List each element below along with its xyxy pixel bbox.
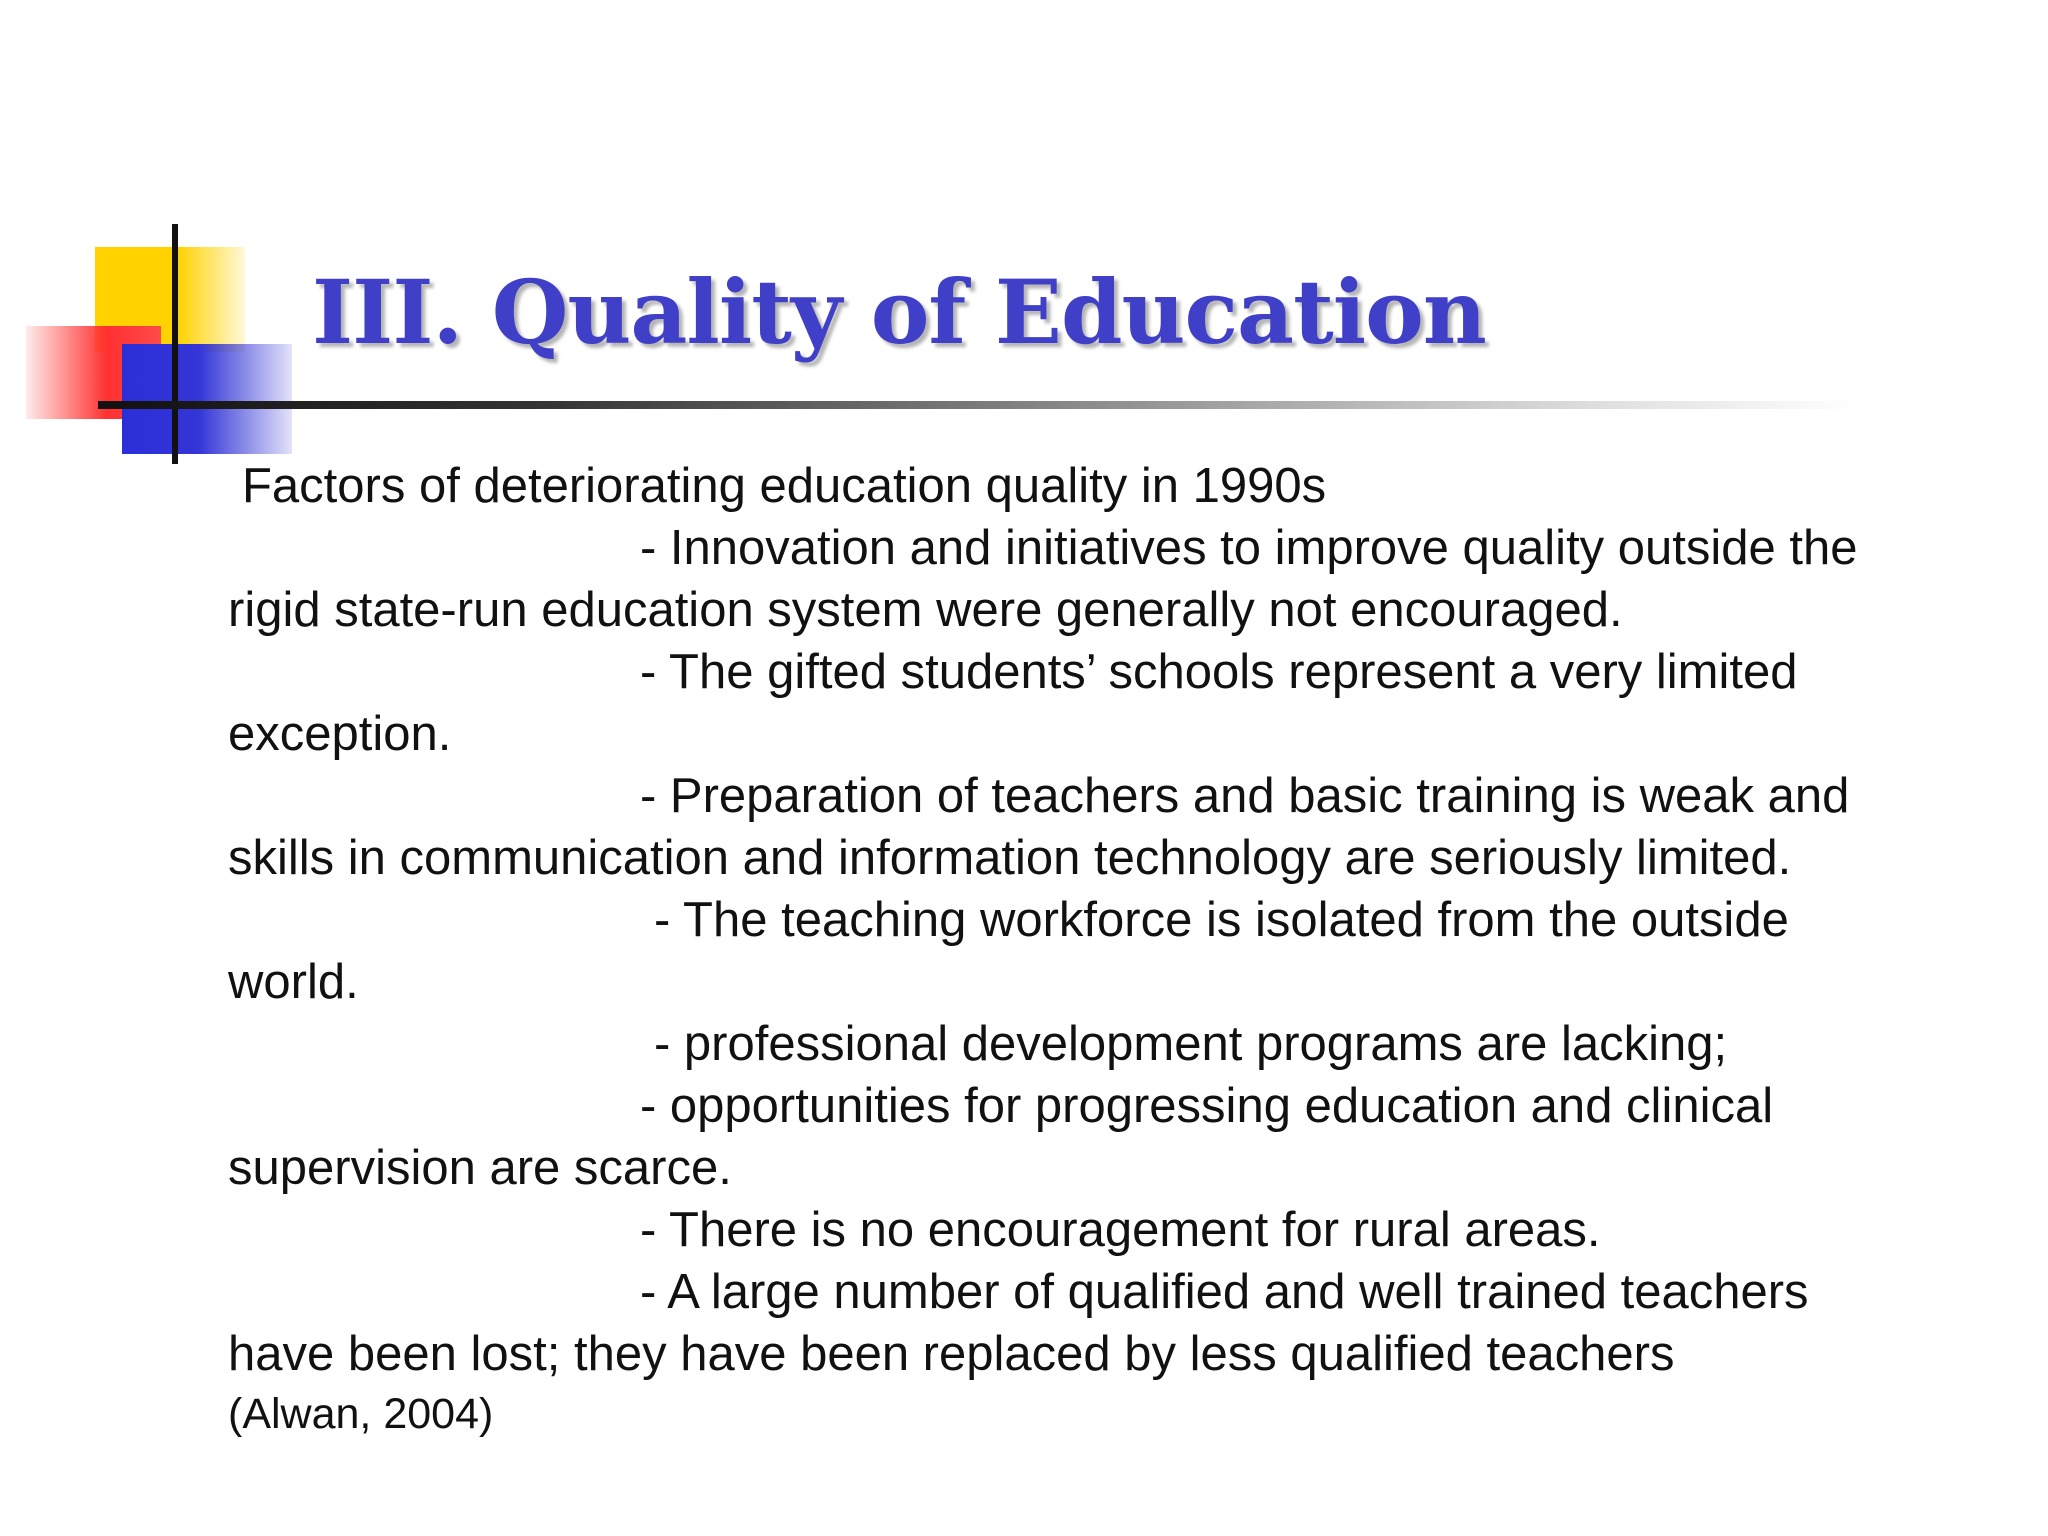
continuation-line: have been lost; they have been replaced by less qualified teachers xyxy=(228,1327,1675,1381)
bullet-line: - opportunities for progressing education and clinical xyxy=(640,1079,1774,1133)
continuation-line: rigid state-run education system were generally not encouraged. xyxy=(228,583,1623,637)
bullet-line: - professional development programs are lacking; xyxy=(654,1017,1728,1071)
bullet-line: - The teaching workforce is isolated from the outside xyxy=(654,893,1789,947)
bullet-line: - There is no encouragement for rural areas. xyxy=(640,1203,1601,1257)
continuation-line: supervision are scarce. xyxy=(228,1141,732,1195)
title-underline xyxy=(98,401,1858,409)
intro-line: Factors of deteriorating education quality in 1990s xyxy=(242,459,1327,513)
continuation-line: exception. xyxy=(228,707,452,761)
decorative-blue-square xyxy=(122,344,292,454)
bullet-line: - The gifted students’ schools represent a very limited xyxy=(640,645,1798,699)
bullet-line: - Preparation of teachers and basic training is weak and xyxy=(640,769,1850,823)
slide-title: III. Quality of Education xyxy=(312,260,1486,364)
slide-body xyxy=(228,455,1948,1443)
bullet-line: - Innovation and initiatives to improve quality outside the xyxy=(640,521,1858,575)
continuation-line: world. xyxy=(228,955,359,1009)
citation: (Alwan, 2004) xyxy=(228,1390,494,1438)
bullet-line: - A large number of qualified and well trained teachers xyxy=(640,1265,1809,1319)
decorative-vertical-line xyxy=(172,224,178,464)
continuation-line: skills in communication and information technology are seriously limited. xyxy=(228,831,1792,885)
